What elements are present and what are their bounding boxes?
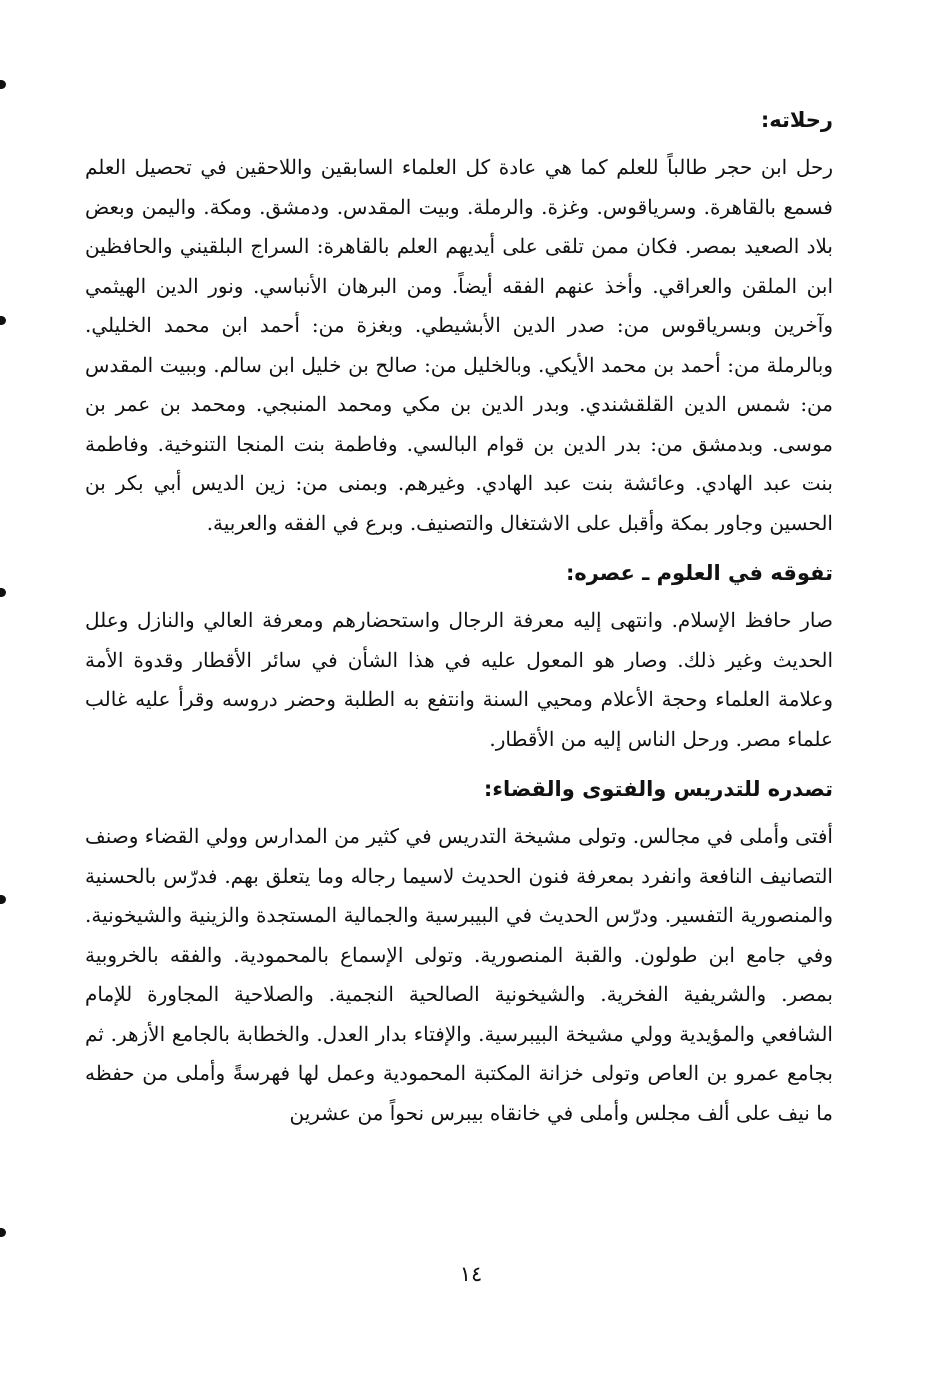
margin-mark	[0, 316, 6, 325]
section-heading-teaching: تصدره للتدريس والفتوى والقضاء:	[483, 777, 833, 801]
margin-mark	[0, 895, 6, 904]
margin-mark	[0, 80, 6, 89]
section-heading-travels: رحلاته:	[760, 108, 833, 132]
section-paragraph-teaching: أفتى وأملى في مجالس. وتولى مشيخة التدريس في كثير من المدارس وولي القضاء وصنف التصانيف النافعة وانفرد بمعرفة فنون الحديث لاسيما رجاله وما يتعلق بهم. فدرّس بالحسنية والمنصورية التفسير. ودرّس الحديث في البيبرسية والجمالية المستجدة والزينية والشيخونية. وفي جامع ابن طولون. والقبة المنصورية. وتولى الإسماع بالمحمودية. والفقه بالخروبية بمصر. والشريفية الفخرية. والشيخونية الصالحية النجمية. والصلاحية المجاورة للإمام الشافعي والمؤيدية وولي مشيخة البيبرسية. والإفتاء بدار العدل. والخطابة بالجامع الأزهر. ثم بجامع عمرو بن العاص وتولى خزانة المكتبة المحمودية وعمل لها فهرسةً وأملى من حفظه ما نيف على ألف مجلس وأملى في خانقاه بيبرس نحواً من عشرين	[85, 824, 833, 1125]
section-heading-excellence: تفوقه في العلوم ـ عصره:	[565, 561, 833, 585]
section-paragraph-excellence: صار حافظ الإسلام. وانتهى إليه معرفة الرجال واستحضارهم ومعرفة العالي والنازل وعلل الحديث وغير ذلك. وصار هو المعول عليه في هذا الشأن في سائر الأقطار وقدوة الأمة وعلامة العلماء وحجة الأعلام ومحيي السنة وانتفع به الطلبة وحضر دروسه وقرأ عليه غالب علماء مصر. ورحل الناس إليه من الأقطار.	[85, 608, 833, 751]
margin-mark	[0, 588, 6, 597]
document-body	[85, 100, 833, 1133]
section-paragraph-travels: رحل ابن حجر طالباً للعلم كما هي عادة كل العلماء السابقين واللاحقين في تحصيل العلم فسمع بالقاهرة. وسرياقوس. وغزة. والرملة. وبيت المقدس. ودمشق. ومكة. واليمن وبعض بلاد الصعيد بمصر. فكان ممن تلقى على أيديهم العلم بالقاهرة: السراج البلقيني والحافظين ابن الملقن والعراقي. وأخذ عنهم الفقه أيضاً. ومن البرهان الأنباسي. ونور الدين الهيثمي وآخرين وبسرياقوس من: صدر الدين الأبشيطي. وبغزة من: أحمد ابن محمد الخليلي. وبالرملة من: أحمد بن محمد الأيكي. وبالخليل من: صالح بن خليل ابن سالم. وببيت المقدس من: شمس الدين القلقشندي. وبدر الدين بن مكي ومحمد المنبجي. ومحمد بن عمر بن موسى. وبدمشق من: بدر الدين بن قوام البالسي. وفاطمة بنت المنجا التنوخية. وفاطمة بنت عبد الهادي. وعائشة بنت عبد الهادي. وغيرهم. وبمنى من: زين الديس أبي بكر بن الحسين وجاور بمكة وأقبل على الاشتغال والتصنيف. وبرع في الفقه والعربية.	[85, 155, 833, 535]
margin-mark	[0, 1228, 6, 1237]
page-number: ١٤	[459, 1262, 483, 1286]
